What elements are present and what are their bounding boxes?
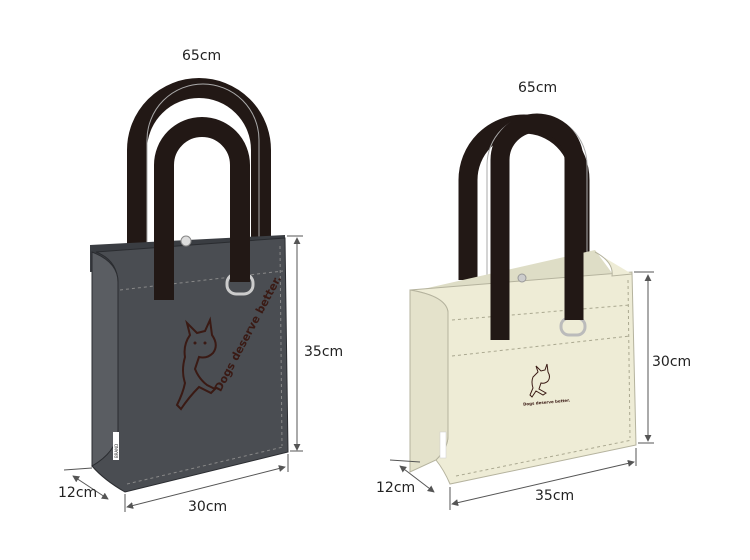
dark-tote-bag [90,84,288,492]
print-slogan: Dogs deserve better. [522,397,571,407]
print-slogan: Dogs deserve better. [211,273,285,394]
strap-dimension: 65cm [182,48,222,64]
cream-tote-bag [410,115,636,484]
bag-body [92,238,288,492]
strap-dimension: 65cm [518,80,558,96]
snap-button [181,236,191,246]
width-dimension: 35cm [535,488,575,504]
width-dimension: 30cm [188,499,228,515]
snap-button [518,274,526,282]
height-dimension: 30cm [652,354,692,370]
brand-tag-label: BRAND [114,443,119,458]
depth-dimension: 12cm [58,485,98,501]
height-dimension: 35cm [304,344,344,360]
depth-dimension: 12cm [376,480,416,496]
brand-tag [440,432,446,458]
